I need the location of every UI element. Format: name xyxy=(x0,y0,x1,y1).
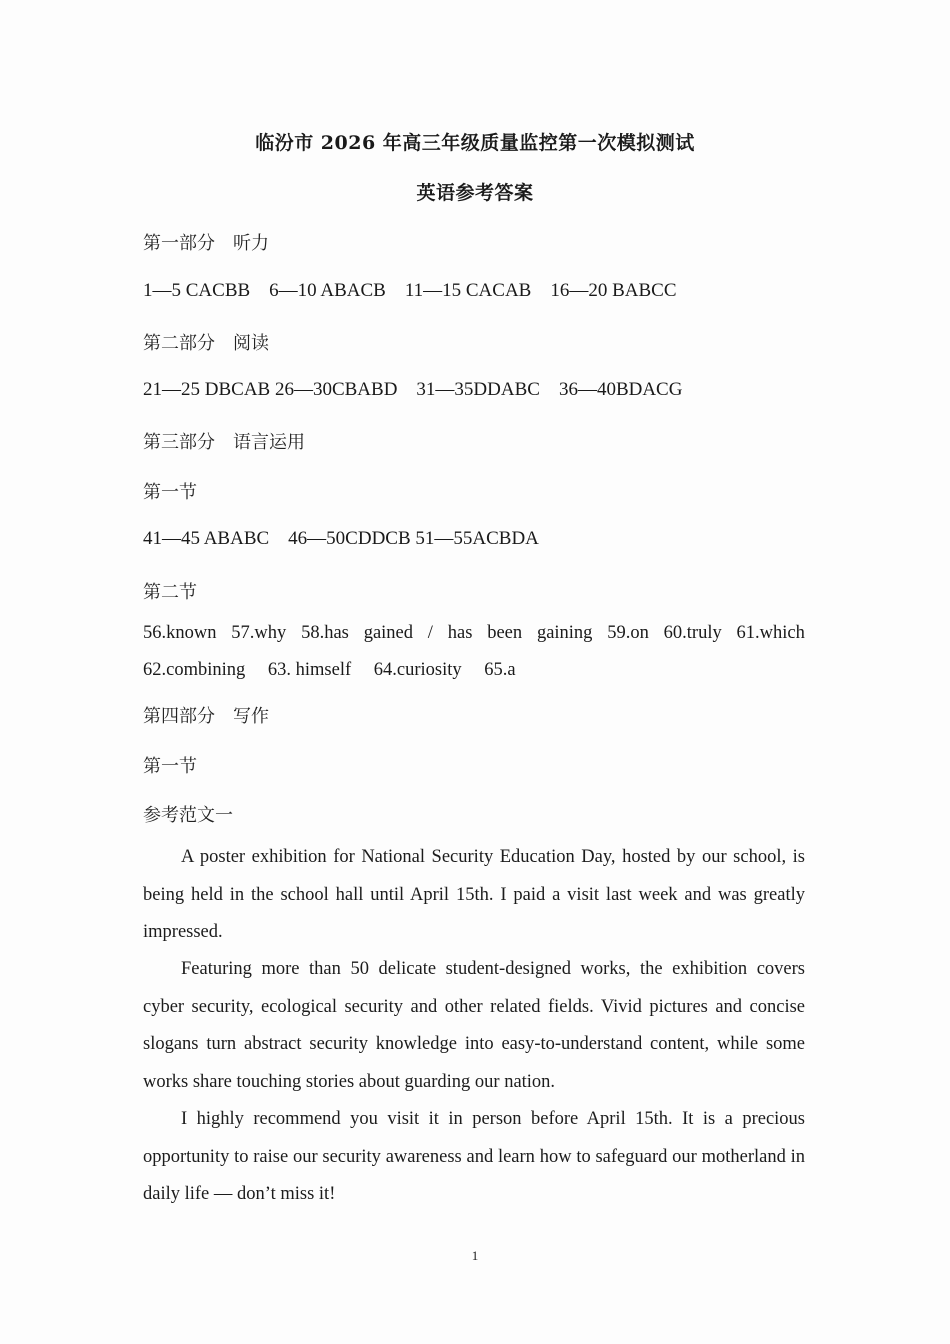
part3-section1-answers xyxy=(143,528,539,550)
part1-heading xyxy=(143,229,269,255)
answer-group: 41—45 ABABC xyxy=(143,528,270,549)
fill-answer: 58.has xyxy=(301,623,349,643)
part1-label: 第一部分 xyxy=(143,233,215,254)
answer-group: 46—50CDDCB 51—55ACBDA xyxy=(288,528,539,549)
page-number: 1 xyxy=(471,1248,479,1263)
essay-paragraph: Featuring more than 50 delicate student-designed works, the exhibition covers cyber security, ecological security and other related fields. Vivid pictures and concise slogans turn abstract security knowledge into easy-to-understand content, while some works share touching stories about guarding our nation. xyxy=(143,959,805,1092)
part1-name: 听力 xyxy=(233,233,269,254)
fill-answer: / xyxy=(427,623,433,643)
part4-section1-heading: 第一节 xyxy=(143,756,197,777)
essay-paragraph: A poster exhibition for National Security Education Day, hosted by our school, is being held in the school hall until April 15th. I paid a visit last week and was greatly impressed. xyxy=(143,847,805,942)
part3-label: 第三部分 xyxy=(143,432,215,453)
fill-answer: 64.curiosity xyxy=(373,660,462,680)
part3-heading xyxy=(143,428,305,454)
part4-name: 写作 xyxy=(233,706,269,727)
document-title: 临汾市 2026 年高三年级质量监控第一次模拟测试 xyxy=(255,132,695,154)
part2-label: 第二部分 xyxy=(143,333,215,354)
fill-answer: gaining xyxy=(536,623,593,643)
fill-answer: 61.which xyxy=(736,623,805,643)
part1-answers xyxy=(143,280,677,302)
part3-name: 语言运用 xyxy=(233,432,305,453)
part4-heading xyxy=(143,702,269,728)
fill-answer: 57.why xyxy=(231,623,287,643)
fill-answer: has xyxy=(447,623,473,643)
fill-answer: been xyxy=(487,623,523,643)
part3-section2-row2 xyxy=(143,660,534,681)
fill-answer: 60.truly xyxy=(663,623,722,643)
sample-essay-title: 参考范文一 xyxy=(143,805,233,826)
part2-name: 阅读 xyxy=(233,333,269,354)
answer-group: 16—20 BABCC xyxy=(550,280,677,301)
answer-group: 11—15 CACAB xyxy=(404,280,532,301)
answer-group: 36—40BDACG xyxy=(558,379,683,400)
part2-answers xyxy=(143,379,682,401)
fill-answer: 59.on xyxy=(607,623,649,643)
answer-group: 31—35DDABC xyxy=(416,379,540,400)
fill-answer: 63. himself xyxy=(267,660,352,680)
part2-heading xyxy=(143,329,269,355)
part4-label: 第四部分 xyxy=(143,706,215,727)
essay-paragraph: I highly recommend you visit it in person before April 15th. It is a precious opportunity to raise our security awareness and learn how to safeguard our motherland in daily life — don’t miss it! xyxy=(143,1109,805,1204)
part3-section1-heading: 第一节 xyxy=(143,482,197,503)
part3-section2-row1 xyxy=(143,623,805,644)
fill-answer: gained xyxy=(363,623,413,643)
part3-section2-heading: 第二节 xyxy=(143,582,197,603)
fill-answer: 65.a xyxy=(484,660,516,680)
answer-group: 6—10 ABACB xyxy=(269,280,386,301)
answer-group: 21—25 DBCAB 26—30CBABD xyxy=(143,379,398,400)
fill-answer: 56.known xyxy=(143,623,217,643)
fill-answer: 62.combining xyxy=(143,660,246,680)
document-subtitle: 英语参考答案 xyxy=(416,182,534,204)
answer-group: 1—5 CACBB xyxy=(143,280,251,301)
